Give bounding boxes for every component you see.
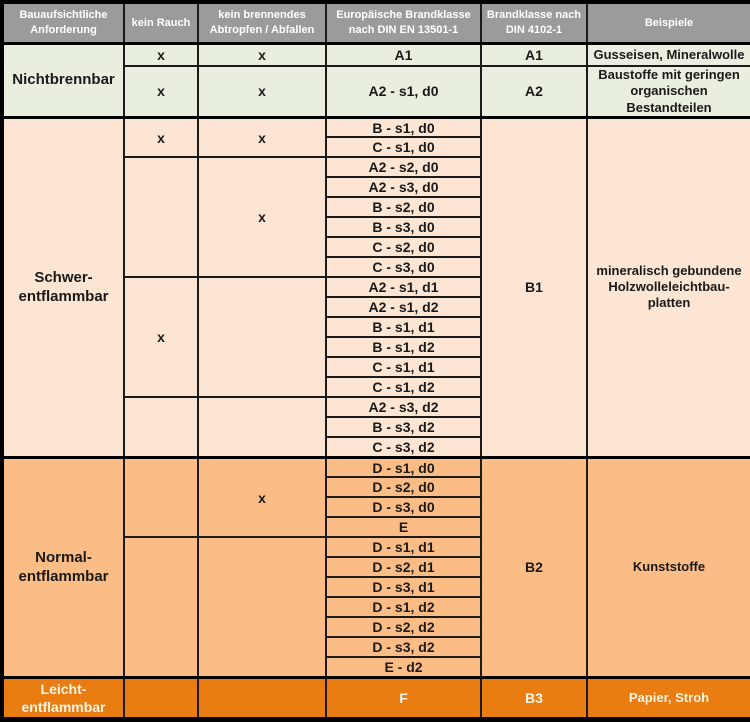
x-mark-cell: x — [198, 457, 326, 537]
beispiele-cell: Baustoffe mit geringen organischen Bestandteilen — [587, 66, 750, 117]
x-mark-cell: x — [124, 277, 198, 397]
table-row — [2, 457, 750, 477]
table-row — [2, 43, 750, 66]
eu-class-cell: E - d2 — [326, 657, 481, 677]
x-mark-cell — [198, 277, 326, 397]
col-header-eu-brandklasse: Europäische Brandklasse nach DIN EN 13501-1 — [326, 2, 481, 43]
col-header-anforderung: Bauaufsichtliche Anforderung — [2, 2, 124, 43]
col-header-din-brandklasse: Brandklasse nach DIN 4102-1 — [481, 2, 587, 43]
col-header-kein-rauch: kein Rauch — [124, 2, 198, 43]
beispiele-cell: Kunststoffe — [587, 457, 750, 677]
eu-class-cell: A2 - s3, d2 — [326, 397, 481, 417]
x-mark-cell — [198, 677, 326, 719]
x-mark-cell — [124, 457, 198, 537]
din-class-cell: A1 — [481, 43, 587, 66]
x-mark-cell: x — [124, 66, 198, 117]
eu-class-cell: C - s1, d2 — [326, 377, 481, 397]
x-mark-cell — [198, 397, 326, 457]
group-label-leicht-entflammbar: Leicht-entflammbar — [2, 677, 124, 719]
eu-class-cell: D - s1, d2 — [326, 597, 481, 617]
din-class-cell: B3 — [481, 677, 587, 719]
x-mark-cell: x — [124, 43, 198, 66]
eu-class-cell: C - s1, d1 — [326, 357, 481, 377]
din-class-cell: B1 — [481, 117, 587, 457]
x-mark-cell — [198, 537, 326, 677]
eu-class-cell: E — [326, 517, 481, 537]
x-mark-cell: x — [198, 66, 326, 117]
eu-class-cell: D - s2, d1 — [326, 557, 481, 577]
beispiele-cell: mineralisch gebundene Holzwolleleichtbau-platten — [587, 117, 750, 457]
group-label-schwer-entflammbar: Schwer-entflammbar — [2, 117, 124, 457]
eu-class-cell: D - s2, d0 — [326, 477, 481, 497]
x-mark-cell — [124, 677, 198, 719]
table-row — [2, 677, 750, 719]
header-row — [2, 2, 750, 43]
x-mark-cell — [124, 157, 198, 277]
x-mark-cell: x — [124, 117, 198, 157]
beispiele-cell: Gusseisen, Mineralwolle — [587, 43, 750, 66]
eu-class-cell: C - s1, d0 — [326, 137, 481, 157]
eu-class-cell: B - s2, d0 — [326, 197, 481, 217]
group-label-normal-entflammbar: Normal-entflammbar — [2, 457, 124, 677]
eu-class-cell: D - s3, d2 — [326, 637, 481, 657]
eu-class-cell: D - s1, d1 — [326, 537, 481, 557]
eu-class-cell: A2 - s2, d0 — [326, 157, 481, 177]
eu-class-cell: D - s3, d1 — [326, 577, 481, 597]
eu-class-cell: A2 - s3, d0 — [326, 177, 481, 197]
din-class-cell: B2 — [481, 457, 587, 677]
eu-class-cell: A2 - s1, d2 — [326, 297, 481, 317]
eu-class-cell: B - s3, d0 — [326, 217, 481, 237]
eu-class-cell: C - s2, d0 — [326, 237, 481, 257]
eu-class-cell: D - s2, d2 — [326, 617, 481, 637]
eu-class-cell: B - s1, d0 — [326, 117, 481, 137]
table-row — [2, 117, 750, 137]
eu-class-cell: C - s3, d0 — [326, 257, 481, 277]
x-mark-cell: x — [198, 117, 326, 157]
din-class-cell: A2 — [481, 66, 587, 117]
col-header-beispiele: Beispiele — [587, 2, 750, 43]
eu-class-cell: A2 - s1, d0 — [326, 66, 481, 117]
eu-class-cell: D - s1, d0 — [326, 457, 481, 477]
eu-class-cell: F — [326, 677, 481, 719]
col-header-kein-abtropfen: kein brennendes Abtropfen / Abfallen — [198, 2, 326, 43]
group-label-nichtbrennbar: Nichtbrennbar — [2, 43, 124, 117]
x-mark-cell: x — [198, 43, 326, 66]
eu-class-cell: B - s1, d2 — [326, 337, 481, 357]
x-mark-cell — [124, 397, 198, 457]
x-mark-cell: x — [198, 157, 326, 277]
beispiele-cell: Papier, Stroh — [587, 677, 750, 719]
eu-class-cell: D - s3, d0 — [326, 497, 481, 517]
eu-class-cell: C - s3, d2 — [326, 437, 481, 457]
eu-class-cell: B - s1, d1 — [326, 317, 481, 337]
eu-class-cell: A2 - s1, d1 — [326, 277, 481, 297]
eu-class-cell: B - s3, d2 — [326, 417, 481, 437]
x-mark-cell — [124, 537, 198, 677]
eu-class-cell: A1 — [326, 43, 481, 66]
